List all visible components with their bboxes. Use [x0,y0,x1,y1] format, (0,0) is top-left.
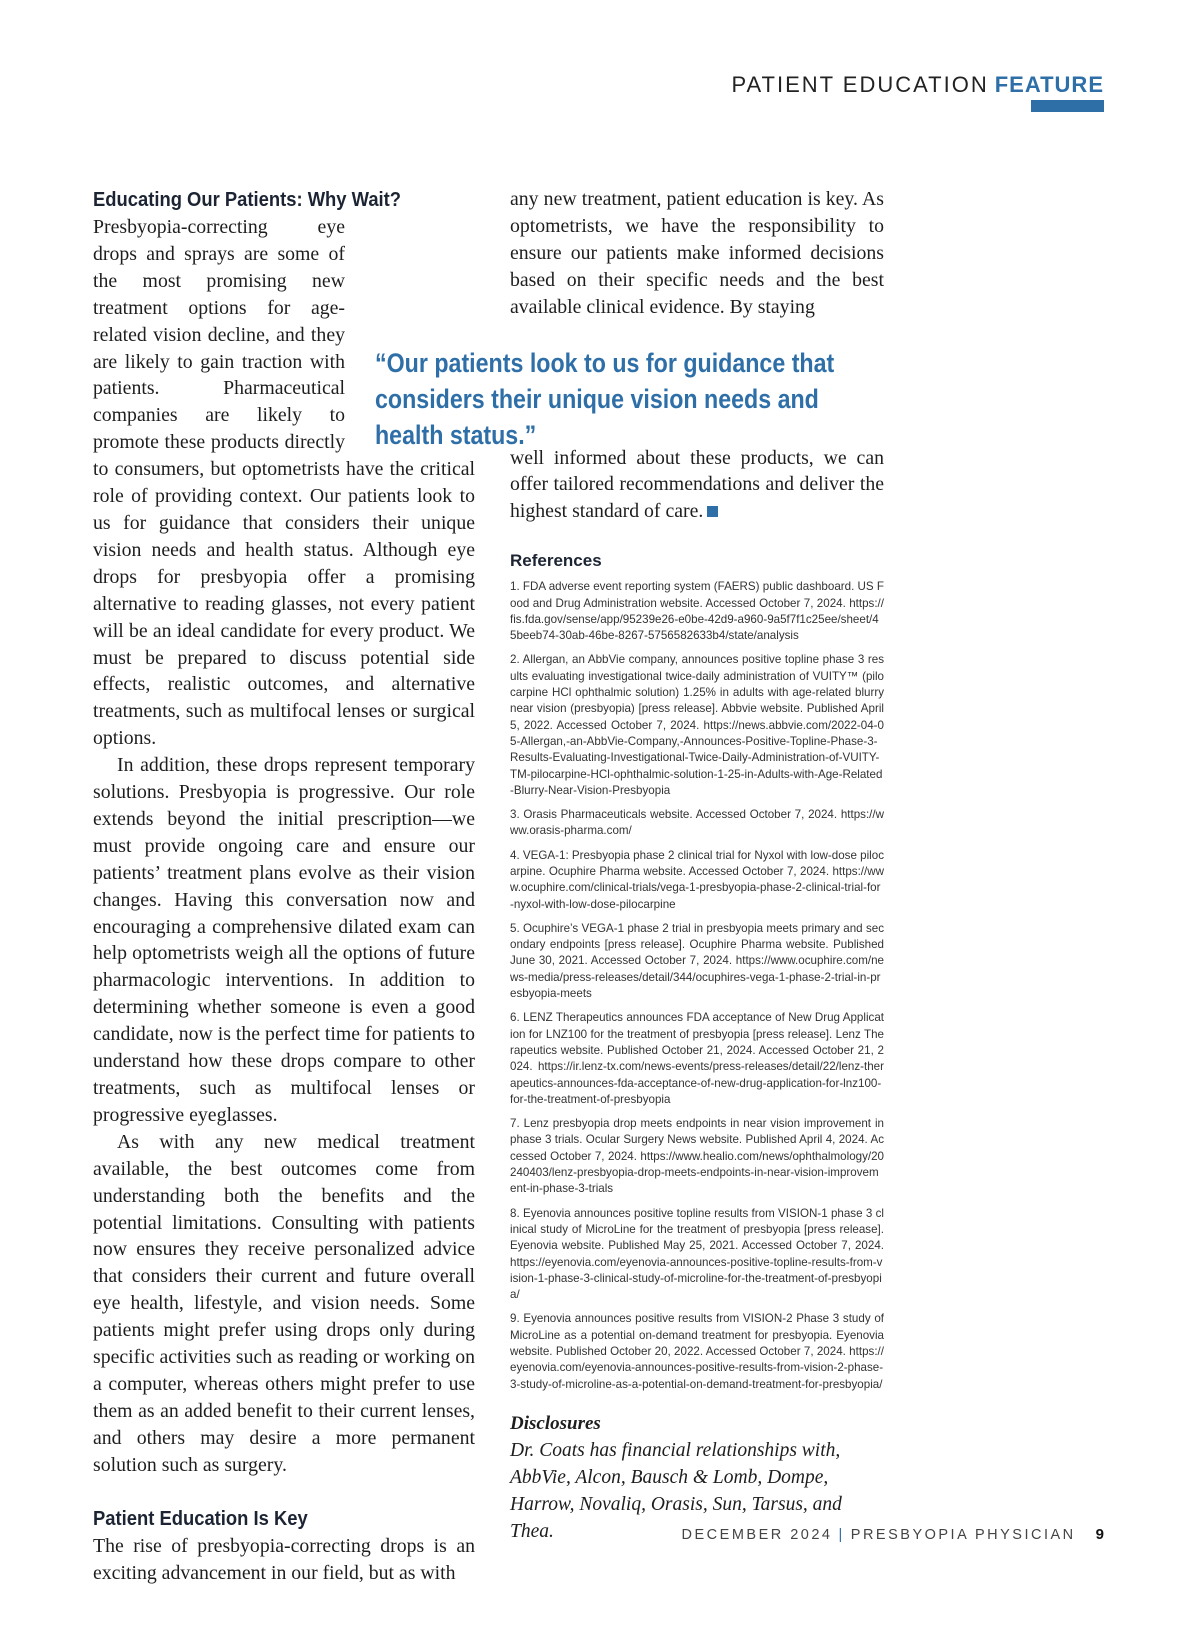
running-footer [682,1526,1104,1543]
publication-name: PRESBYOPIA PHYSICIAN [850,1527,1076,1543]
reference-item: 9. Eyenovia announces positive results from VISION-2 Phase 3 study of MicroLine as a potential on-demand treatment for presbyopia. Eyenovia website. Published October 20, 2022. Accessed October 7, 2024. https://eyenovia.com/eyenovia-announces-positive-results-from-vision-2-phase-3-study-of-microline-as-a-potential-on-demand-treatment-for-presbyopia/ [510,1312,884,1391]
issue-date: DECEMBER 2024 [681,1527,833,1543]
section-heading-why-wait: Educating Our Patients: Why Wait? [93,189,402,211]
body-paragraph: In addition, these drops represent temporary solutions. Presbyopia is progressive. Our role extends beyond the initial prescription—we must provide ongoing care and ensure our patients’ treatment plans evolve as their vision changes. Having this conversation now and encouraging a comprehensive dilated exam can help optometrists weigh all the options of future pharmacologic interventions. In addition to determining whether someone is even a good candidate, now is the perfect time for patients to understand how these drops compare to other treatments, such as multifocal lenses or progressive eyeglasses. [93,754,475,1126]
pull-quote-spacer [510,321,884,445]
pull-quote: “Our patients look to us for guidance that considers their unique vision needs and health status.” [375,348,835,450]
section-heading-patient-education: Patient Education Is Key [93,1507,308,1530]
disclosures-text: Dr. Coats has financial relationships with, AbbVie, Alcon, Bausch & Lomb, Dompe, Harrow, Novaliq, Orasis, Sun, Tarsus, and Thea. [510,1439,842,1542]
section-label: PATIENT EDUCATION [731,72,989,97]
body-paragraph: As with any new medical treatment available, the best outcomes come from understanding both the benefits and the potential limitations. Consulting with patients now ensures they receive personalized advice that considers their current and future overall eye health, lifestyle, and vision needs. Some patients might prefer using drops only during specific activities such as reading or working on a computer, whereas others might prefer to use them as an added benefit to their current lenses, and others may desire a more permanent solution such as surgery. [93,1130,475,1476]
reference-item: 7. Lenz presbyopia drop meets endpoints in near vision improvement in phase 3 trials. Ocular Surgery News website. Published April 4, 2024. Accessed October 7, 2024. https://www.healio.com/news/ophthalmology/20240403/lenz-presbyopia-drop-meets-endpoints-in-near-vision-improvement-in-phase-3-trials [510,1117,884,1196]
references-heading: References [510,551,602,571]
reference-item: 8. Eyenovia announces positive topline results from VISION-1 phase 3 clinical study of MicroLine for the treatment of presbyopia [press release]. Eyenovia website. Published May 25, 2021. Accessed October 7, 2024. https://eyenovia.com/eyenovia-announces-positive-topline-results-from-vision-1-phase-3-clinical-study-of-microline-for-the-treatment-of-presbyopia/ [510,1206,884,1302]
body-paragraph: Presbyopia-correcting eye drops and sprays are some of the most promising new treatment options for age-related vision decline, and they are likely to gain traction with patients. Pharmaceutical companies are likely to promote these products directly to consumers, but optometrists have the critical role of providing context. Our patients look to us for guidance that considers their unique vision needs and health status. Although eye drops for presbyopia offer a promising alternative to reading glasses, not every patient will be an ideal candidate for every product. We must be prepared to discuss potential side effects, realistic outcomes, and alternative treatments, such as multifocal lenses or surgical options. [93,216,475,750]
page-number: 9 [1095,1526,1104,1543]
reference-item: 1. FDA adverse event reporting system (FAERS) public dashboard. US Food and Drug Administration website. Accessed October 7, 2024. https://fis.fda.gov/sense/app/95239e26-e0be-42d9-a960-9a5f7f1c25ee/sheet/45beeb74-30ab-46be-8267-5756582633b4/state/analysis [510,580,884,643]
body-paragraph: any new treatment, patient education is key. As optometrists, we have the responsibility to ensure our patients make informed decisions based on their specific needs and the best available clinical evidence. By staying [510,188,884,318]
body-paragraph-closing: well informed about these products, we can offer tailored recommendations and deliver the highest standard of care. [510,446,884,523]
running-header [731,72,1104,98]
disclosures-heading: Disclosures [510,1412,601,1434]
right-column [510,186,884,1545]
body-paragraph: The rise of presbyopia-correcting drops is an exciting advancement in our field, but as with [93,1534,475,1584]
references-list [510,579,884,1393]
reference-item: 4. VEGA-1: Presbyopia phase 2 clinical trial for Nyxol with low-dose pilocarpine. Ocuphire Pharma website. Accessed October 7, 2024. https://www.ocuphire.com/clinical-trials/vega-1-presbyopia-phase-2-clinical-trial-for-nyxol-with-low-dose-pilocarpine [510,848,884,911]
header-accent-bar [1031,100,1104,112]
footer-separator: | [838,1527,845,1543]
feature-label: FEATURE [994,72,1104,97]
reference-item: 6. LENZ Therapeutics announces FDA acceptance of New Drug Application for LNZ100 for the treatment of presbyopia [press release]. Lenz Therapeutics website. Published October 21, 2024. Accessed October 21, 2024. https://ir.lenz-tx.com/news-events/press-releases/detail/22/lenz-therapeutics-announces-fda-acceptance-of-new-drug-application-for-lnz100-for-the-treatment-of-presbyopia [510,1011,884,1106]
reference-item: 5. Ocuphire’s VEGA-1 phase 2 trial in presbyopia meets primary and secondary endpoints [press release]. Ocuphire Pharma website. Published June 30, 2021. Accessed October 7, 2024. https://www.ocuphire.com/news-media/press-releases/detail/344/ocuphires-vega-1-phase-2-trial-in-presbyopia-meets [510,921,884,1001]
end-of-article-mark [707,506,718,517]
reference-item: 3. Orasis Pharmaceuticals website. Accessed October 7, 2024. https://www.orasis-pharma.com/ [510,808,884,838]
reference-item: 2. Allergan, an AbbVie company, announces positive topline phase 3 results evaluating investigational twice-daily administration of VUITY™ (pilocarpine HCl ophthalmic solution) 1.25% in adults with age-related blurry near vision (presbyopia) [press release]. Abbvie website. Published April 5, 2022. Accessed October 7, 2024. https://news.abbvie.com/2022-04-05-Allergan,-an-AbbVie-Company,-Announces-Positive-Topline-Phase-3-Results-Evaluating-Investigational-Twice-Daily-Administration-of-VUITY-TM-pilocarpine-HCl-ophthalmic-solution-1-25-in-Adults-with-Age-Related-Blurry-Near-Vision-Presbyopia [510,653,884,797]
